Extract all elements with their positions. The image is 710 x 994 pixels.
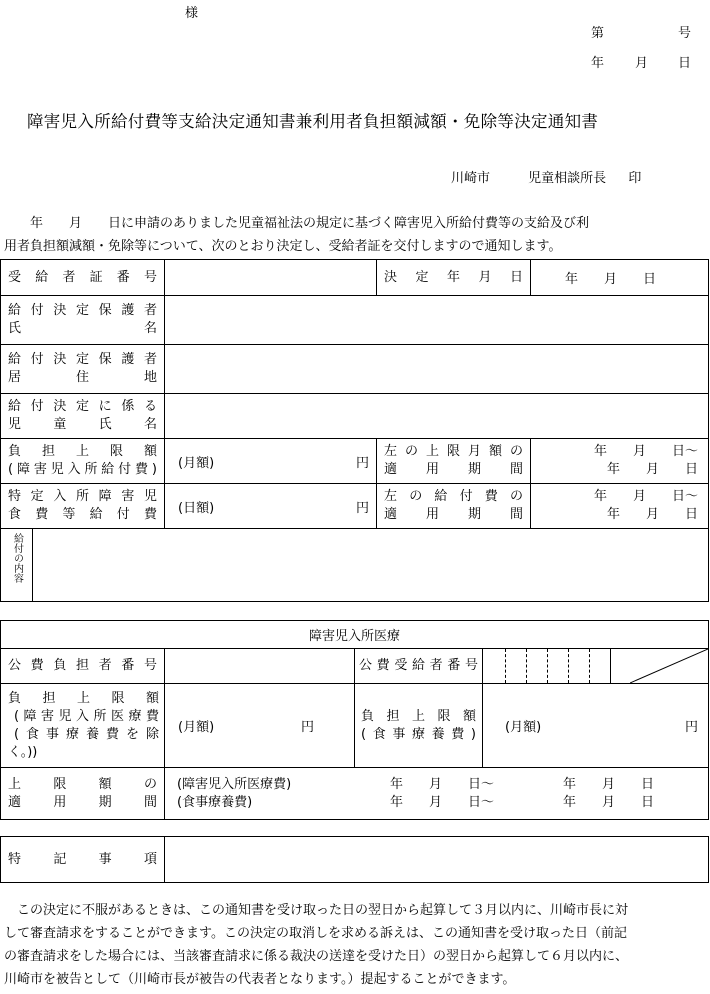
meal-cost-label: (食事療養費) <box>177 794 253 810</box>
document-title: 障害児入所給付費等支給決定通知書兼利用者負担額減額・免除等決定通知書 <box>27 112 599 131</box>
issue-date-year: 年 <box>591 56 605 71</box>
appeal-line-3: の審査請求をした場合には、当該審査請求に係る裁決の送達を受けた日）の翌日から起算して６月以内に、 <box>4 949 629 964</box>
benefit-content-field[interactable] <box>33 529 709 602</box>
medical-heading: 障害児入所医療 <box>1 621 709 649</box>
addressee-suffix: 様 <box>185 6 199 21</box>
payer-no-boxes[interactable] <box>165 649 355 684</box>
special-period-label: 左の給付費の 適用期間 <box>377 484 531 529</box>
issuer-block <box>451 167 641 186</box>
medical-limit-amount[interactable]: (月額) 円 <box>165 684 355 768</box>
intro-paragraph <box>4 212 704 258</box>
number-suffix: 号 <box>678 26 692 41</box>
issue-date <box>591 52 691 71</box>
issuer-seal: 印 <box>628 171 642 186</box>
diagonal-slash-icon <box>630 649 708 683</box>
medical-table <box>0 620 709 820</box>
medical-limit-label: 負担上限額 (障害児入所医療費 (食事療養費を除 く。)) <box>1 684 165 768</box>
remarks-table <box>0 836 709 883</box>
appeal-notice <box>4 899 704 991</box>
child-name-field[interactable] <box>165 394 709 439</box>
recipient-cert-no-label: 受給者証番号 <box>1 260 165 296</box>
number-prefix: 第 <box>591 26 605 41</box>
benefit-content-label: 給付の内容 <box>1 529 33 602</box>
guardian-address-label: 給付決定保護者 居住地 <box>1 345 165 394</box>
remarks-label: 特記事項 <box>1 837 165 883</box>
guardian-name-field[interactable] <box>165 296 709 345</box>
issue-date-day: 日 <box>678 56 692 71</box>
guardian-name-label: 給付決定保護者 氏名 <box>1 296 165 345</box>
issuer-office: 児童相談所長 <box>528 171 607 186</box>
meal-limit-amount[interactable]: (月額) 円 <box>483 684 709 768</box>
recipient-cert-no-boxes[interactable] <box>165 260 377 296</box>
medical-period-values[interactable]: (障害児入所医療費) 年 月 日～ 年 月 日 (食事療養費) 年 月 日～ 年 月 日 <box>165 768 709 820</box>
intro-line-1: 年 月 日に申請のありました児童福祉法の規定に基づく障害児入所給付費等の支給及び利 <box>4 216 590 231</box>
special-meal-label: 特定入所障害児 食費等給付費 <box>1 484 165 529</box>
decision-date-label: 決定年月日 <box>377 260 531 296</box>
limit-period-label: 左の上限月額の 適用期間 <box>377 439 531 484</box>
guardian-address-field[interactable] <box>165 345 709 394</box>
special-meal-amount[interactable]: (日額) 円 <box>165 484 377 529</box>
medical-period-label: 上限額の 適用期間 <box>1 768 165 820</box>
appeal-line-4: 川崎市を被告として（川崎市長が被告の代表者となります。）提起することができます。 <box>4 972 516 987</box>
issuer-city: 川崎市 <box>451 171 491 186</box>
benefit-decision-table <box>0 259 709 602</box>
special-period-value[interactable]: 年 月 日～ 年 月 日 <box>531 484 709 529</box>
medical-recipient-no-label: 公費受給者番号 <box>355 649 483 684</box>
burden-limit-label: 負担上限額 (障害児入所給付費) <box>1 439 165 484</box>
intro-line-2: 用者負担額減額・免除等について、次のとおり決定し、受給者証を交付しますので通知します。 <box>4 239 562 254</box>
appeal-line-1: この決定に不服があるときは、この通知書を受け取った日の翌日から起算して３月以内に、川崎市長に対 <box>4 903 629 918</box>
remarks-field[interactable] <box>165 837 709 883</box>
issue-date-month: 月 <box>635 56 649 71</box>
medical-cost-label: (障害児入所医療費) <box>177 776 292 792</box>
child-name-label: 給付決定に係る 児童氏名 <box>1 394 165 439</box>
decision-date-value[interactable]: 年 月 日 <box>531 260 709 296</box>
appeal-line-2: して審査請求をすることができます。この決定の取消しを求める訴えは、この通知書を受け取った日（前記 <box>4 926 627 941</box>
limit-period-value[interactable]: 年 月 日～ 年 月 日 <box>531 439 709 484</box>
burden-limit-amount[interactable]: (月額) 円 <box>165 439 377 484</box>
meal-limit-label: 負担上限額 (食事療養費) <box>355 684 483 768</box>
payer-no-label: 公費負担者番号 <box>1 649 165 684</box>
medical-recipient-no-boxes[interactable] <box>483 649 709 684</box>
